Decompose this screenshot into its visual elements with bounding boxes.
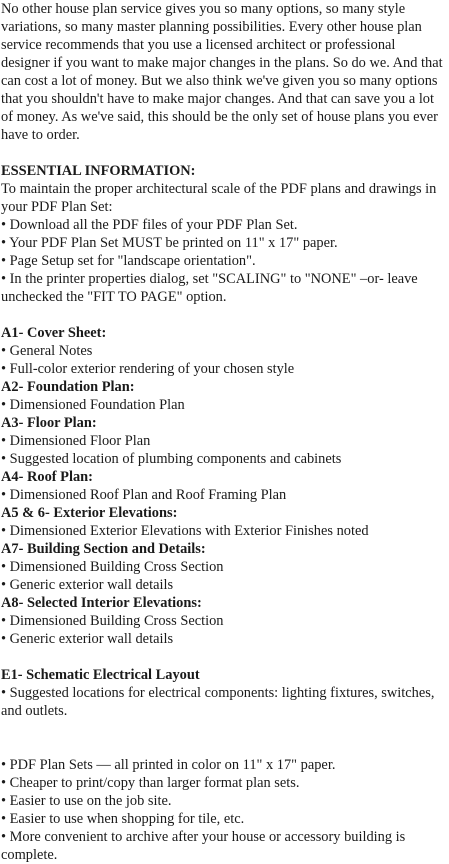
sheet-item: • General Notes	[1, 343, 93, 359]
sheet-title: - Cover Sheet:	[18, 325, 107, 341]
intro-paragraph: No other house plan service gives you so many options, so many style variations, so many master planning possibilities. Every other house plan service recommends that you use a licensed architect or professional designer if you want to make major changes in the plans. So do we. And that can cost a lot of money. But we also think we've given you so many options that you shouldn't have to make major changes. And that can save you a lot of money. As we've said, this should be the only set of house plans you ever have to order.	[1, 1, 443, 143]
sheet-title: - Selected Interior Elevations:	[18, 595, 202, 611]
sheet-heading-a5-6	[1, 504, 447, 522]
sheet-title: - Roof Plan:	[18, 469, 93, 485]
sheet-title: - Building Section and Details:	[18, 541, 206, 557]
sheet-item: • Dimensioned Building Cross Section	[1, 559, 224, 575]
sheet-code: A2	[1, 379, 19, 395]
sheet-code: A4	[1, 469, 19, 485]
sheet-item: • Dimensioned Roof Plan and Roof Framing Plan	[1, 487, 287, 503]
sheet-title: - Foundation Plan:	[18, 379, 135, 395]
essential-heading: ESSENTIAL INFORMATION:	[1, 163, 196, 179]
benefit-item: • Easier to use on the job site.	[1, 793, 172, 809]
essential-item: • Download all the PDF files of your PDF Plan Set.	[1, 217, 298, 233]
spacer	[1, 144, 447, 162]
sheet-title: - Exterior Elevations:	[44, 505, 178, 521]
sheet-title: - Floor Plan:	[18, 415, 97, 431]
spacer	[1, 648, 447, 666]
sheet-heading-a8	[1, 594, 447, 612]
sheet-item: • Full-color exterior rendering of your chosen style	[1, 361, 295, 377]
sheet-code: A7	[1, 541, 19, 557]
electrical-item: • Suggested locations for electrical components: lighting fixtures, switches, and outlets.	[1, 685, 435, 719]
sheet-item: • Dimensioned Foundation Plan	[1, 397, 185, 413]
spacer	[1, 720, 447, 756]
sheet-item: • Dimensioned Floor Plan	[1, 433, 151, 449]
sheet-heading-a4	[1, 468, 447, 486]
essential-item: • In the printer properties dialog, set "SCALING" to "NONE" –or- leave unchecked the "FIT TO PAGE" option.	[1, 271, 418, 305]
essential-lead: To maintain the proper architectural scale of the PDF plans and drawings in your PDF Plan Set:	[1, 181, 437, 215]
sheet-heading-a1	[1, 324, 447, 342]
sheet-code: A8	[1, 595, 19, 611]
sheet-heading-a7	[1, 540, 447, 558]
sheet-code: A3	[1, 415, 19, 431]
sheet-item: • Dimensioned Exterior Elevations with Exterior Finishes noted	[1, 523, 369, 539]
benefit-item: • More convenient to archive after your house or accessory building is complete.	[1, 829, 406, 863]
sheet-item: • Suggested location of plumbing components and cabinets	[1, 451, 342, 467]
electrical-heading: E1- Schematic Electrical Layout	[1, 667, 200, 683]
sheet-item: • Generic exterior wall details	[1, 577, 174, 593]
sheet-code: A5 & 6	[1, 505, 45, 521]
benefit-item: • PDF Plan Sets — all printed in color on 11" x 17" paper.	[1, 757, 336, 773]
spacer	[1, 306, 447, 324]
sheet-item: • Dimensioned Building Cross Section	[1, 613, 224, 629]
essential-item: • Your PDF Plan Set MUST be printed on 11" x 17" paper.	[1, 235, 338, 251]
benefit-item: • Cheaper to print/copy than larger format plan sets.	[1, 775, 300, 791]
essential-item: • Page Setup set for "landscape orientation".	[1, 253, 256, 269]
sheet-heading-a3	[1, 414, 447, 432]
benefit-item: • Easier to use when shopping for tile, etc.	[1, 811, 245, 827]
sheet-code: A1	[1, 325, 19, 341]
sheet-item: • Generic exterior wall details	[1, 631, 174, 647]
sheet-heading-a2	[1, 378, 447, 396]
